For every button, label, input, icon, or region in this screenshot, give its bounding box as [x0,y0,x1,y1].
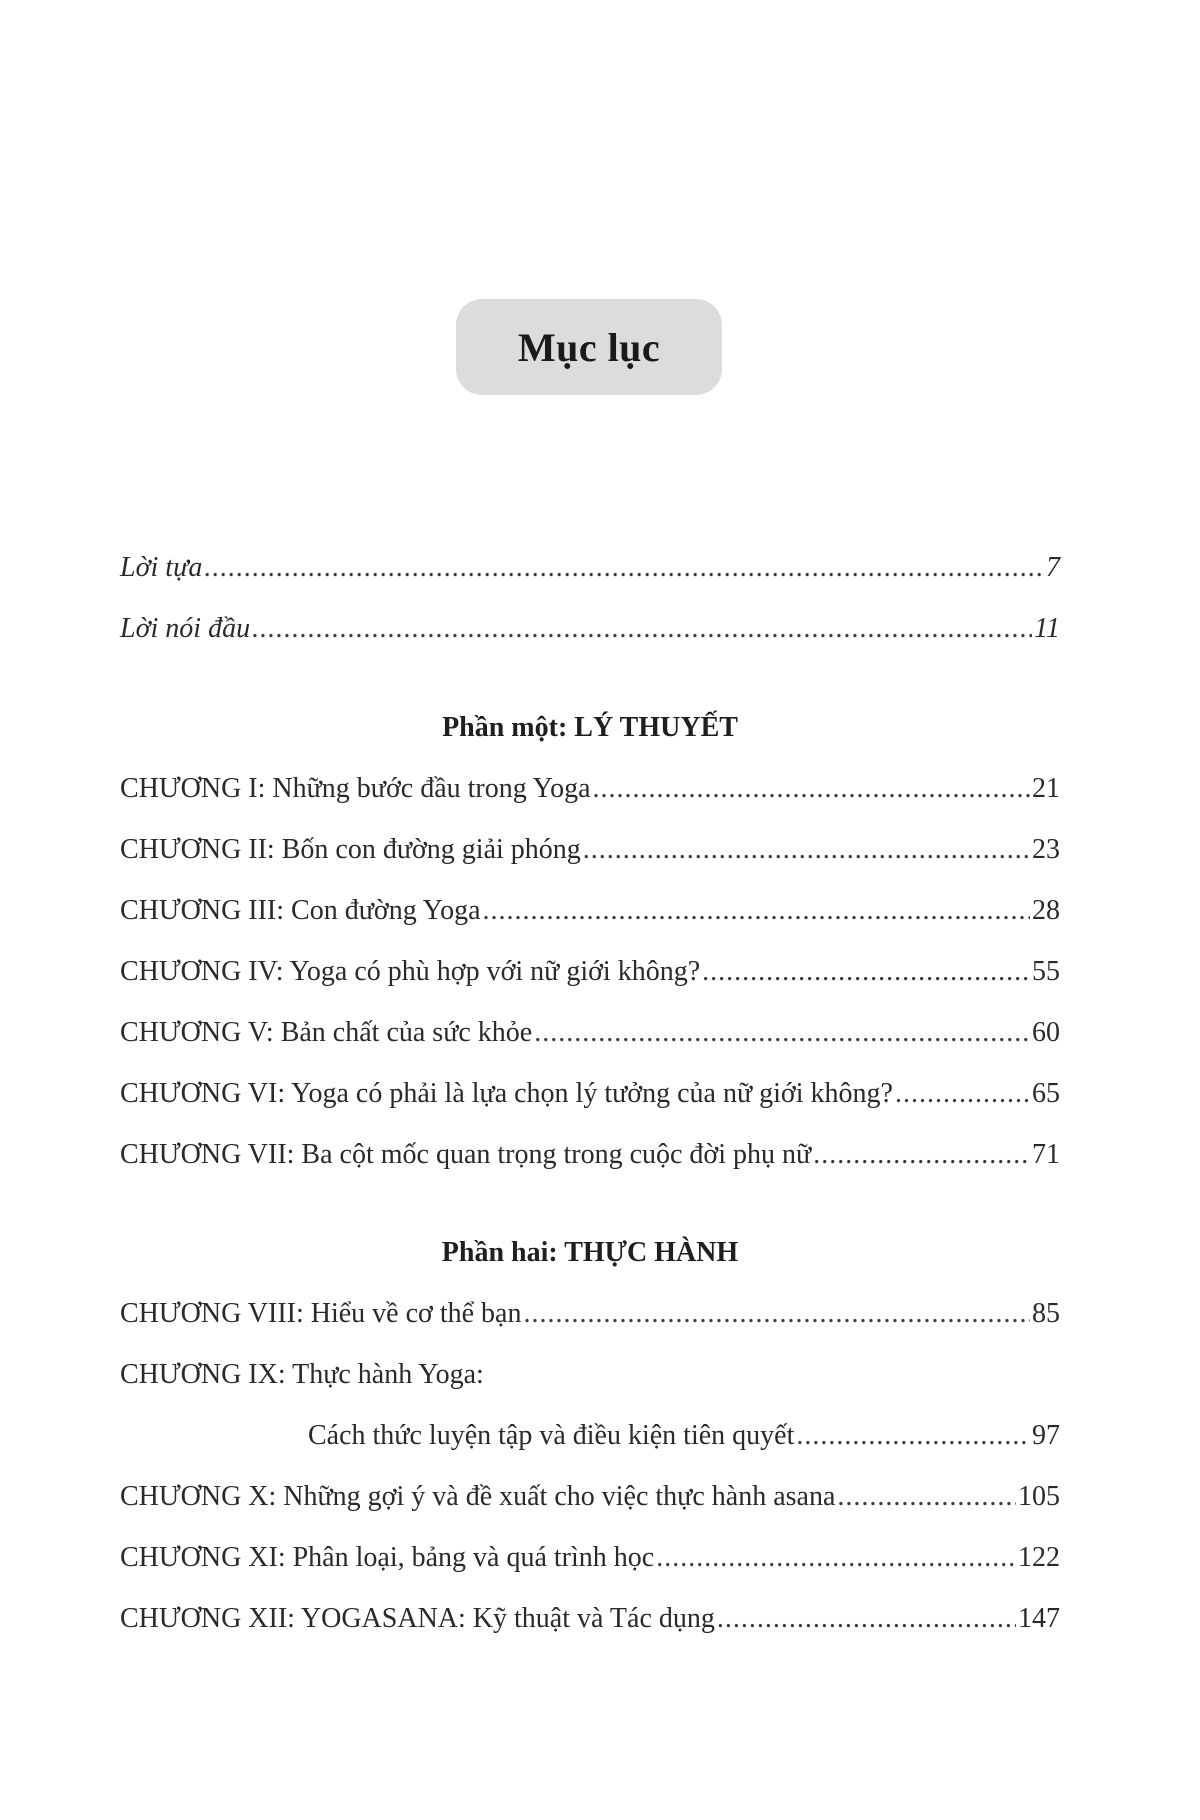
toc-entry-preface[interactable] [120,548,1060,588]
toc-entry-chapter-6[interactable] [120,1074,1060,1114]
dot-leader [796,1416,1030,1456]
part-one-heading: Phần một: LÝ THUYẾT [442,712,738,743]
toc-entry-page: 28 [1032,895,1060,926]
toc-entry-page: 97 [1032,1420,1060,1451]
toc-entry-chapter-3[interactable] [120,891,1060,931]
dot-leader [656,1538,1016,1578]
toc-entry-label: CHƯƠNG IV: Yoga có phù hợp với nữ giới không? [120,956,701,987]
toc-entry-page: 23 [1032,834,1060,865]
toc-entry-page: 71 [1032,1139,1060,1170]
dot-leader [534,1013,1030,1053]
dot-leader [252,609,1032,649]
toc-entry-chapter-8[interactable] [120,1294,1060,1334]
toc-entry-chapter-9-subtitle[interactable] [308,1416,1060,1456]
toc-entry-page: 85 [1032,1298,1060,1329]
toc-entry-page: 55 [1032,956,1060,987]
dot-leader [895,1074,1030,1114]
page-title: Mục lục [517,324,661,370]
dot-leader [483,891,1031,931]
toc-entry-chapter-12[interactable] [120,1599,1060,1639]
toc-entry-page: 65 [1032,1078,1060,1109]
dot-leader [204,548,1044,588]
toc-entry-label: CHƯƠNG I: Những bước đầu trong Yoga [120,773,591,804]
toc-entry-page: 122 [1018,1542,1060,1573]
dot-leader [593,769,1030,809]
toc-entry-chapter-4[interactable] [120,952,1060,992]
toc-entry-label: CHƯƠNG III: Con đường Yoga [120,895,481,926]
dot-leader [813,1135,1030,1175]
toc-entry-chapter-1[interactable] [120,769,1060,809]
toc-entry-page: 11 [1034,613,1060,644]
toc-entry-chapter-5[interactable] [120,1013,1060,1053]
part-two-heading: Phần hai: THỰC HÀNH [441,1237,739,1268]
toc-entry-chapter-9-label[interactable]: CHƯƠNG IX: Thực hành Yoga: [120,1359,484,1390]
toc-entry-label: CHƯƠNG VII: Ba cột mốc quan trọng trong cuộc đời phụ nữ [120,1139,812,1170]
toc-entry-label: CHƯƠNG XI: Phân loại, bảng và quá trình học [120,1542,655,1573]
toc-entry-chapter-7[interactable] [120,1135,1060,1175]
toc-entry-page: 147 [1018,1603,1060,1634]
dot-leader [583,830,1030,870]
toc-entry-label: CHƯƠNG II: Bốn con đường giải phóng [120,834,581,865]
toc-entry-label: CHƯƠNG VI: Yoga có phải là lựa chọn lý tưởng của nữ giới không? [120,1078,893,1109]
toc-entry-label: Lời tựa [120,552,203,583]
toc-entry-label: Lời nói đầu [120,613,251,644]
dot-leader [717,1599,1016,1639]
toc-entry-label: CHƯƠNG VIII: Hiểu về cơ thể bạn [120,1298,522,1329]
toc-entry-label: CHƯƠNG XII: YOGASANA: Kỹ thuật và Tác dụng [120,1603,715,1634]
dot-leader [837,1477,1016,1517]
dot-leader [702,952,1030,992]
toc-entry-page: 105 [1018,1481,1060,1512]
toc-entry-page: 60 [1032,1017,1060,1048]
toc-entry-foreword[interactable] [120,609,1060,649]
toc-entry-chapter-11[interactable] [120,1538,1060,1578]
toc-entry-label: CHƯƠNG V: Bản chất của sức khỏe [120,1017,533,1048]
toc-entry-label: Cách thức luyện tập và điều kiện tiên quyết [308,1420,795,1451]
toc-entry-chapter-10[interactable] [120,1477,1060,1517]
toc-entry-label: CHƯƠNG X: Những gợi ý và đề xuất cho việc thực hành asana [120,1481,836,1512]
dot-leader [523,1294,1030,1334]
toc-entry-page: 7 [1046,552,1060,583]
toc-entry-chapter-2[interactable] [120,830,1060,870]
toc-entry-page: 21 [1032,773,1060,804]
toc-title-box [456,299,722,395]
